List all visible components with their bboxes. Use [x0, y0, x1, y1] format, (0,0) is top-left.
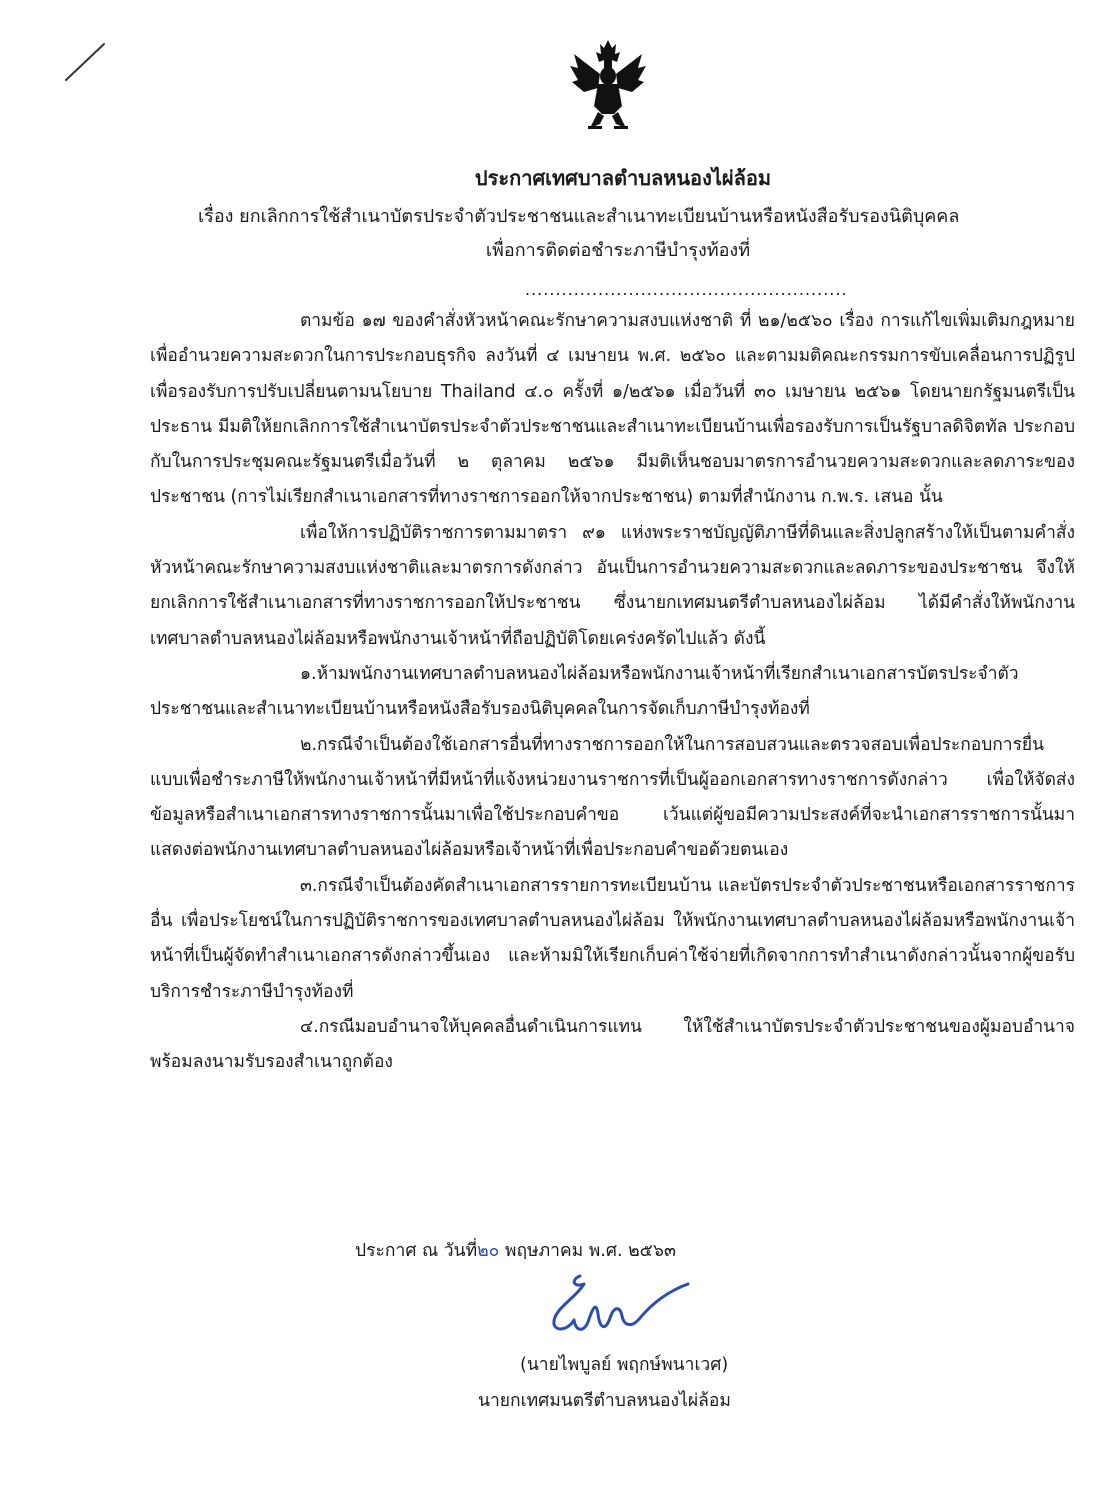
date-day: ๒๐: [477, 1241, 500, 1261]
signature: [540, 1270, 700, 1350]
separator: .....................................................: [525, 280, 848, 299]
announcement-title: ประกาศเทศบาลตำบลหนองไผ่ล้อม: [474, 166, 772, 190]
date-prefix: ประกาศ ณ วันที่: [355, 1241, 478, 1261]
paragraph-1: ตามข้อ ๑๗ ของคำสั่งหัวหน้าคณะรักษาความสงบแห่งชาติ ที่ ๒๑/๒๕๖๐ เรื่อง การแก้ไขเพิ่มเติมกฎหมาย เพื่ออำนวยความสะดวกในการประกอบธุรกิจ ลงวันที่ ๔ เมษายน พ.ศ. ๒๕๖๐ และตามมติคณะกรรมการขับเคลื่อนการปฏิรูปเพื่อรองรับการปรับเปลี่ยนตามนโยบาย Thailand ๔.๐ ครั้งที่ ๑/๒๕๖๑ เมื่อวันที่ ๓๐ เมษายน ๒๕๖๑ โดยนายกรัฐมนตรีเป็นประธาน มีมติให้ยกเลิกการใช้สำเนาบัตรประจำตัวประชาชนและสำเนาทะเบียนบ้านเพื่อรองรับการเป็นรัฐบาลดิจิตทัล ประกอบกับในการประชุมคณะรัฐมนตรีเมื่อวันที่ ๒ ตุลาคม ๒๕๖๑ มีมติเห็นชอบมาตรการอำนวยความสะดวกและลดภาระของประชาชน (การไม่เรียกสำเนาเอกสารที่ทางราชการออกให้จากประชาชน) ตามที่สำนักงาน ก.พ.ร. เสนอ นั้น: [150, 311, 1075, 508]
signer-name: (นายไพบูลย์ พฤกษ์พนาเวศ): [520, 1355, 729, 1375]
paragraph-item-1: ๑.ห้ามพนักงานเทศบาลตำบลหนองไผ่ล้อมหรือพนักงานเจ้าหน้าที่เรียกสำเนาเอกสารบัตรประจำตัวประชาชนและสำเนาทะเบียนบ้านหรือหนังสือรับรองนิติบุคคลในการจัดเก็บภาษีบำรุงท้องที่: [150, 663, 1019, 720]
signer-position: นายกเทศมนตรีตำบลหนองไผ่ล้อม: [478, 1391, 731, 1411]
pen-mark: [60, 40, 110, 85]
paragraph-item-4: ๔.กรณีมอบอำนาจให้บุคคลอื่นดำเนินการแทน ให้ใช้สำเนาบัตรประจำตัวประชาชนของผู้มอบอำนาจพร้อมลงนามรับรองสำเนาถูกต้อง: [150, 1016, 1075, 1073]
announcement-body: [150, 304, 1075, 1081]
subject-block: [148, 200, 1048, 268]
announcement-date: [355, 1236, 676, 1264]
paragraph-item-3: ๓.กรณีจำเป็นต้องคัดสำเนาเอกสารรายการทะเบียนบ้าน และบัตรประจำตัวประชาชนหรือเอกสารราชการอื่น เพื่อประโยชน์ในการปฏิบัติราชการของเทศบาลตำบลหนองไผ่ล้อม ให้พนักงานเทศบาลตำบลหนองไผ่ล้อมหรือพนักงานเจ้าหน้าที่เป็นผู้จัดทำสำเนาเอกสารดังกล่าวขึ้นเอง และห้ามมิให้เรียกเก็บค่าใช้จ่ายที่เกิดจากการทำสำเนาดังกล่าวนั้นจากผู้ขอรับบริการชำระภาษีบำรุงท้องที่: [150, 875, 1075, 1002]
date-rest: พฤษภาคม พ.ศ. ๒๕๖๓: [499, 1241, 676, 1261]
garuda-emblem-icon: [568, 34, 648, 134]
paragraph-item-2: ๒.กรณีจำเป็นต้องใช้เอกสารอื่นที่ทางราชการออกให้ในการสอบสวนและตรวจสอบเพื่อประกอบการยื่นแบบเพื่อชำระภาษีให้พนักงานเจ้าหน้าที่มีหน้าที่แจ้งหน่วยงานราชการที่เป็นผู้ออกเอกสารทางราชการดังกล่าว เพื่อให้จัดส่งข้อมูลหรือสำเนาเอกสารทางราชการนั้นมาเพื่อใช้ประกอบคำขอ เว้นแต่ผู้ขอมีความประสงค์ที่จะนำเอกสารราชการนั้นมาแสดงต่อพนักงานเทศบาลตำบลหนองไผ่ล้อมหรือเจ้าหน้าที่เพื่อประกอบคำขอด้วยตนเอง: [150, 734, 1075, 861]
subject-line-1: เรื่อง ยกเลิกการใช้สำเนาบัตรประจำตัวประชาชนและสำเนาทะเบียนบ้านหรือหนังสือรับรองนิติบุคคล: [198, 206, 960, 227]
subject-line-2: เพื่อการติดต่อชำระภาษีบำรุงท้องที่: [485, 240, 751, 261]
paragraph-2: เพื่อให้การปฏิบัติราชการตามมาตรา ๙๑ แห่งพระราชบัญญัติภาษีที่ดินและสิ่งปลูกสร้างให้เป็นตามคำสั่งหัวหน้าคณะรักษาความสงบแห่งชาติและมาตรการดังกล่าว อันเป็นการอำนวยความสะดวกและลดภาระของประชาชน จึงให้ยกเลิกการใช้สำเนาเอกสารที่ทางราชการออกให้ประชาชน ซึ่งนายกเทศมนตรีตำบลหนองไผ่ล้อม ได้มีคำสั่งให้พนักงานเทศบาลตำบลหนองไผ่ล้อมหรือพนักงานเจ้าหน้าที่ถือปฏิบัติโดยเคร่งครัดไปแล้ว ดังนี้: [150, 522, 1075, 649]
